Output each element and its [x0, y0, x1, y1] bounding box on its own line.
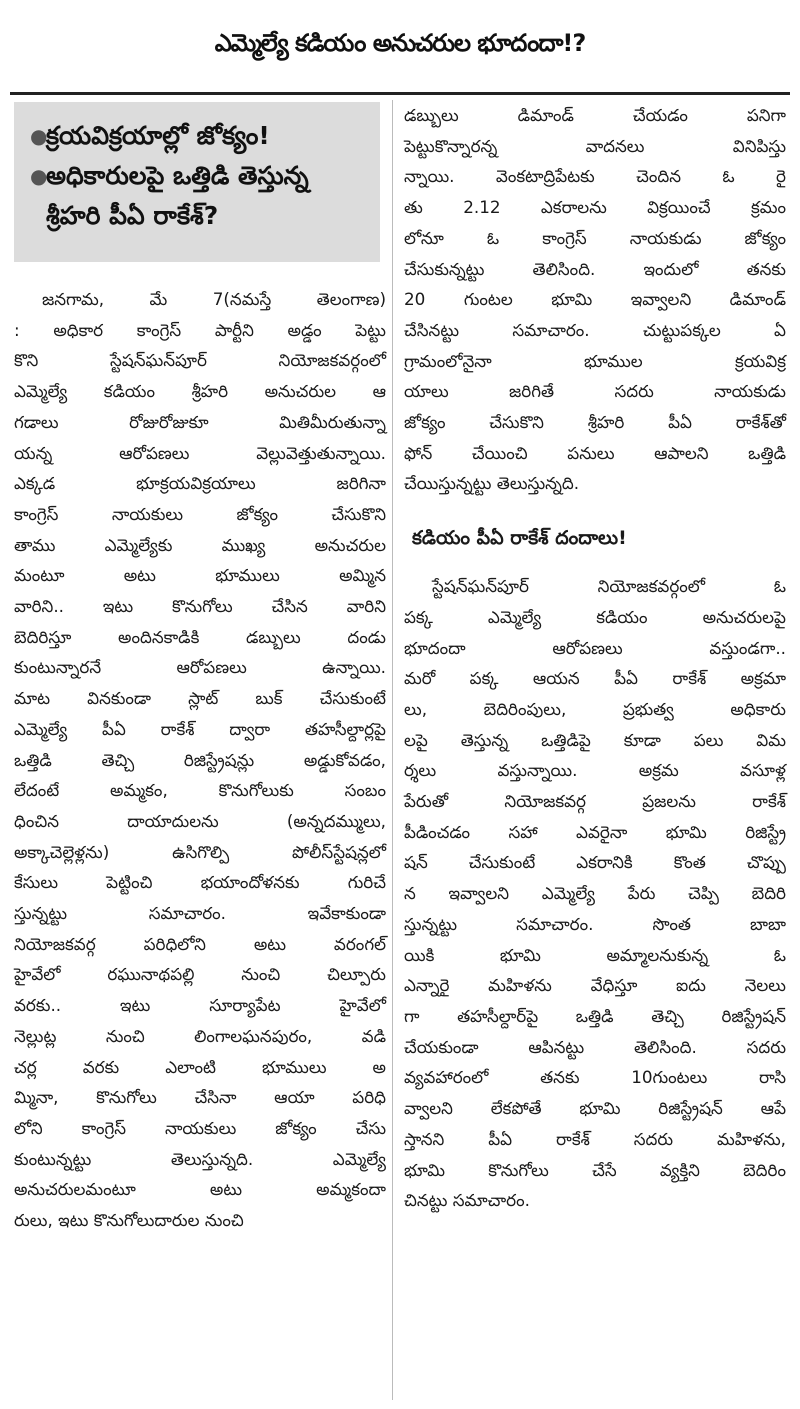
- text-line: ఎక్కడ భూక్రయవిక్రయాలు జరిగినా: [14, 473, 386, 494]
- text-line: యికి భూమి అమ్మాలనుకున్న ఓ: [404, 944, 786, 965]
- text-line: కేసులు పెట్టించి భయాందోళనకు గురిచే: [14, 872, 386, 893]
- text-line: హైవేలో రఘునాథపల్లి నుంచి చిల్పూరు: [14, 964, 386, 985]
- text-line: వారిని.. ఇటు కొనుగోలు చేసిన వారిని: [14, 596, 386, 617]
- text-line: ఎమ్మెల్యే కడియం శ్రీహరి అనుచరుల ఆ: [14, 381, 386, 402]
- right-column-bottom: [404, 571, 786, 1216]
- text-line: లోని కాంగ్రెస్ నాయకులు జోక్యం చేసు: [14, 1117, 386, 1138]
- headline-rule: [10, 92, 790, 95]
- headline: ఎమ్మెల్యే కడియం అనుచరుల భూదందా!?: [214, 29, 586, 57]
- text-line: పీడించడం సహా ఎవరైనా భూమి రిజిస్ట్రే: [404, 821, 786, 842]
- text-line: అక్కాచెల్లెళ్లను) ఉసిగొల్పి పోలీస్‌స్టేషన్లలో: [14, 841, 386, 862]
- text-line: చేసినట్టు సమాచారం. చుట్టుపక్కల ఏ: [404, 319, 786, 340]
- text-line: గ్రామంలోనైనా భూముల క్రయవిక్ర: [404, 350, 786, 371]
- text-line: షన్ చేసుకుంటే ఎకరానికి కొంత చొప్పు: [404, 852, 786, 873]
- text-line: బెదిరిస్తూ అందినకాడికి డబ్బులు దండు: [14, 626, 386, 647]
- subheading: కడియం పీఏ రాకేశ్ దందాలు!: [412, 527, 627, 550]
- text-line: యన్న ఆరోపణలు వెల్లువెత్తుతున్నాయి.: [14, 442, 386, 463]
- text-line: కాంగ్రెస్ నాయకులు జోక్యం చేసుకొని: [14, 503, 386, 524]
- bullet-icon: ●: [30, 124, 48, 148]
- highlight-point-2: [30, 156, 370, 196]
- text-line: స్టేషన్‌ఘన్‌పూర్ నియోజకవర్గంలో ఓ: [432, 576, 786, 597]
- text-line: నెల్లుట్ల నుంచి లింగాలఘనపురం, వడి: [14, 1025, 386, 1046]
- highlight-point-2-continued: [30, 196, 370, 236]
- text-line: ఎమ్మెల్యే పీఏ రాకేశ్ ద్వారా తహసీల్దార్లపై: [14, 718, 386, 739]
- text-line: స్తున్నట్టు సమాచారం. ఇవేకాకుండా: [14, 903, 386, 924]
- text-line: స్తానని పీఏ రాకేశ్ సదరు మహిళను,: [404, 1128, 786, 1149]
- right-column: [404, 100, 786, 1216]
- highlights-box: [14, 102, 380, 262]
- text-line: జోక్యం చేసుకొని శ్రీహరి పీఏ రాకేశ్‌తో: [404, 412, 786, 433]
- highlight-text-1: క్రయవిక్రయాల్లో జోక్యం!: [46, 121, 270, 150]
- text-line: కుంటున్నారనే ఆరోపణలు ఉన్నాయి.: [14, 657, 386, 678]
- text-line: ర్శలు వస్తున్నాయి. అక్రమ వసూళ్ల: [404, 760, 786, 781]
- text-line: 20 గుంటల భూమి ఇవ్వాలని డిమాండ్: [404, 289, 786, 310]
- text-line: వరకు.. ఇటు సూర్యాపేట హైవేలో: [14, 995, 386, 1016]
- right-column-top: [404, 100, 786, 499]
- highlight-text-2a: అధికారులపై ఒత్తిడి తెస్తున్న: [46, 161, 309, 190]
- text-line: జనగామ, మే 7(నమస్తే తెలంగాణ): [42, 289, 386, 309]
- text-line: యాలు జరిగితే సదరు నాయకుడు: [404, 381, 786, 402]
- text-line: మ్మినా, కొనుగోలు చేసినా ఆయా పరిధి: [14, 1087, 386, 1108]
- column-divider: [392, 100, 393, 1400]
- left-column: [14, 284, 386, 1236]
- text-line: చేయకుండా ఆపినట్టు తెలిసింది. సదరు: [404, 1036, 786, 1057]
- text-line: వ్వాలని లేకపోతే భూమి రిజిస్ట్రేషన్ ఆపే: [404, 1098, 786, 1119]
- text-line: మంటూ అటు భూములు అమ్మిన: [14, 565, 386, 586]
- highlight-text-2b: శ్రీహరి పీఏ రాకేశ్?: [46, 201, 219, 230]
- text-line: : అధికార కాంగ్రెస్ పార్టీని అడ్డం పెట్టు: [14, 319, 386, 340]
- bullet-icon: ●: [30, 164, 48, 188]
- text-line: లపై తెస్తున్న ఒత్తిడిపై కూడా పలు విమ: [404, 729, 786, 750]
- text-line: చేయిస్తున్నట్టు తెలుస్తున్నది.: [404, 473, 580, 494]
- text-line: పేరుతో నియోజకవర్గ ప్రజలను రాకేశ్: [404, 791, 786, 812]
- text-line: నియోజకవర్గ పరిధిలోని అటు వరంగల్: [14, 933, 386, 954]
- text-line: చినట్టు సమాచారం.: [404, 1190, 530, 1211]
- text-line: తు 2.12 ఎకరాలను విక్రయించే క్రమం: [404, 197, 786, 218]
- text-line: భూదందా ఆరోపణలు వస్తుండగా..: [404, 637, 786, 658]
- text-line: డబ్బులు డిమాండ్ చేయడం పనిగా: [404, 105, 786, 125]
- text-line: న ఇవ్వాలని ఎమ్మెల్యే పేరు చెప్పి బెదిరి: [404, 883, 786, 904]
- text-line: ఎన్నారై మహిళను వేధిస్తూ ఐదు నెలలు: [404, 975, 786, 996]
- text-line: కుంటున్నట్టు తెలుస్తున్నది. ఎమ్మెల్యే: [14, 1148, 386, 1169]
- text-line: మరో పక్క ఆయన పీఏ రాకేశ్ అక్రమా: [404, 668, 786, 689]
- text-line: లోనూ ఓ కాంగ్రెస్ నాయకుడు జోక్యం: [404, 227, 786, 248]
- text-line: తాము ఎమ్మెల్యేకు ముఖ్య అనుచరుల: [14, 534, 386, 555]
- text-line: న్నాయి. వెంకటాద్రిపేటకు చెందిన ఓ రై: [404, 166, 786, 187]
- text-line: ధించిన దాయాదులను (అన్నదమ్ములు,: [14, 810, 386, 831]
- text-line: మాట వినకుండా స్లాట్ బుక్ చేసుకుంటే: [14, 688, 386, 709]
- text-line: స్తున్నట్టు సమాచారం. సొంత బాబా: [404, 913, 786, 934]
- text-line: చేసుకున్నట్టు తెలిసింది. ఇందులో తనకు: [404, 258, 786, 279]
- text-line: కొని స్టేషన్‌ఘన్‌పూర్ నియోజకవర్గంలో: [14, 350, 386, 371]
- text-line: గడాలు రోజురోజుకూ మితిమీరుతున్నా: [14, 411, 386, 432]
- text-line: చర్ల వరకు ఎలాంటి భూములు అ: [14, 1056, 386, 1077]
- text-line: ఒత్తిడి తెచ్చి రిజిస్ట్రేషన్లు అడ్డుకోవడం,: [14, 749, 386, 770]
- text-line: పక్క ఎమ్మెల్యే కడియం అనుచరులపై: [404, 606, 786, 627]
- text-line: రులు, ఇటు కొనుగోలుదారుల నుంచి: [14, 1210, 244, 1231]
- text-line: గా తహసీల్దార్‌పై ఒత్తిడి తెచ్చి రిజిస్ట్రేషన్: [404, 1005, 786, 1026]
- highlight-point-1: [30, 116, 370, 156]
- text-line: లు, బెదిరింపులు, ప్రభుత్వ అధికారు: [404, 698, 786, 719]
- text-line: లేదంటే అమ్మకం, కొనుగోలుకు సంబం: [14, 780, 386, 801]
- text-line: అనుచరులమంటూ అటు అమ్మకందా: [14, 1179, 386, 1200]
- text-line: వ్యవహారంలో తనకు 10గుంటలు రాసి: [404, 1067, 786, 1088]
- text-line: భూమి కొనుగోలు చేసే వ్యక్తిని బెదిరిం: [404, 1159, 786, 1180]
- text-line: ఫోన్ చేయించి పనులు ఆపాలని ఒత్తిడి: [404, 442, 786, 463]
- text-line: పెట్టుకొన్నారన్న వాదనలు వినిపిస్తు: [404, 135, 786, 156]
